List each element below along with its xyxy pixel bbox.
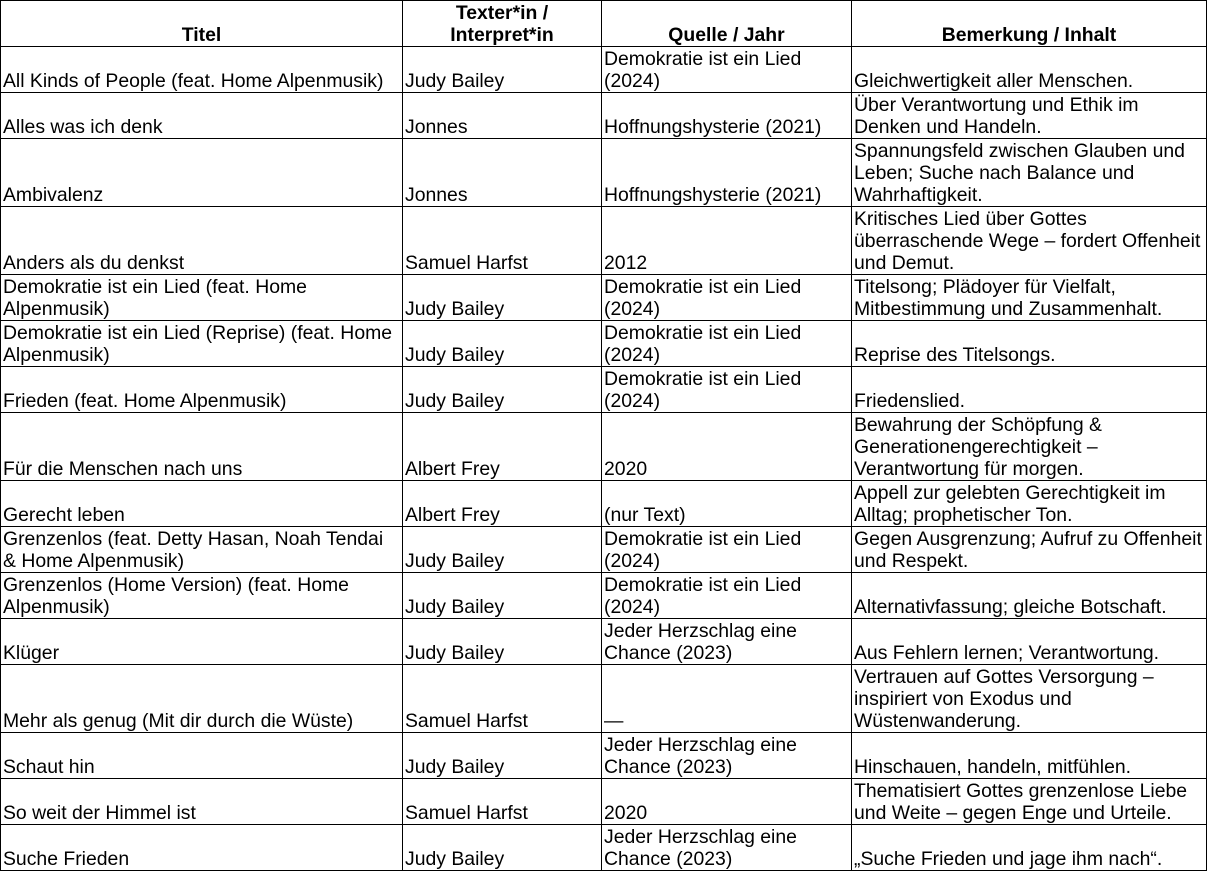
cell-title[interactable]: All Kinds of People (feat. Home Alpenmusik)	[1, 47, 403, 93]
cell-source[interactable]: Demokratie ist ein Lied (2024)	[602, 527, 852, 573]
table-row	[1, 665, 1207, 733]
cell-artist[interactable]: Jonnes	[403, 139, 602, 207]
cell-source[interactable]: Demokratie ist ein Lied (2024)	[602, 275, 852, 321]
cell-title[interactable]: Suche Frieden	[1, 825, 403, 871]
cell-source[interactable]: Demokratie ist ein Lied (2024)	[602, 47, 852, 93]
table-row	[1, 573, 1207, 619]
header-title[interactable]: Titel	[1, 1, 403, 47]
header-source[interactable]: Quelle / Jahr	[602, 1, 852, 47]
table-row	[1, 93, 1207, 139]
cell-title[interactable]: Mehr als genug (Mit dir durch die Wüste)	[1, 665, 403, 733]
cell-source[interactable]: Jeder Herzschlag eine Chance (2023)	[602, 619, 852, 665]
cell-note[interactable]: Titelsong; Plädoyer für Vielfalt, Mitbestimmung und Zusammenhalt.	[852, 275, 1207, 321]
header-note[interactable]: Bemerkung / Inhalt	[852, 1, 1207, 47]
cell-source[interactable]: 2020	[602, 413, 852, 481]
cell-source[interactable]: Demokratie ist ein Lied (2024)	[602, 321, 852, 367]
cell-title[interactable]: Klüger	[1, 619, 403, 665]
cell-artist[interactable]: Judy Bailey	[403, 527, 602, 573]
cell-title[interactable]: Für die Menschen nach uns	[1, 413, 403, 481]
cell-source[interactable]: (nur Text)	[602, 481, 852, 527]
table-row	[1, 321, 1207, 367]
cell-title[interactable]: Anders als du denkst	[1, 207, 403, 275]
cell-note[interactable]: Spannungsfeld zwischen Glauben und Leben; Suche nach Balance und Wahrhaftigkeit.	[852, 139, 1207, 207]
cell-artist[interactable]: Judy Bailey	[403, 275, 602, 321]
table-row	[1, 481, 1207, 527]
cell-title[interactable]: Ambivalenz	[1, 139, 403, 207]
cell-source[interactable]: —	[602, 665, 852, 733]
cell-artist[interactable]: Albert Frey	[403, 481, 602, 527]
cell-source[interactable]: Hoffnungshysterie (2021)	[602, 93, 852, 139]
cell-artist[interactable]: Samuel Harfst	[403, 665, 602, 733]
cell-artist[interactable]: Judy Bailey	[403, 825, 602, 871]
cell-source[interactable]: 2020	[602, 779, 852, 825]
cell-title[interactable]: So weit der Himmel ist	[1, 779, 403, 825]
table-row	[1, 733, 1207, 779]
table-row	[1, 619, 1207, 665]
table-row	[1, 413, 1207, 481]
table-row	[1, 207, 1207, 275]
cell-source[interactable]: Jeder Herzschlag eine Chance (2023)	[602, 733, 852, 779]
cell-source[interactable]: Demokratie ist ein Lied (2024)	[602, 367, 852, 413]
cell-artist[interactable]: Judy Bailey	[403, 619, 602, 665]
table-row	[1, 367, 1207, 413]
table-row	[1, 825, 1207, 871]
cell-artist[interactable]: Jonnes	[403, 93, 602, 139]
cell-title[interactable]: Grenzenlos (Home Version) (feat. Home Alpenmusik)	[1, 573, 403, 619]
cell-source[interactable]: Demokratie ist ein Lied (2024)	[602, 573, 852, 619]
cell-note[interactable]: Aus Fehlern lernen; Verantwortung.	[852, 619, 1207, 665]
cell-note[interactable]: Kritisches Lied über Gottes überraschende Wege – fordert Offenheit und Demut.	[852, 207, 1207, 275]
table-row	[1, 779, 1207, 825]
cell-note[interactable]: Appell zur gelebten Gerechtigkeit im Alltag; prophetischer Ton.	[852, 481, 1207, 527]
cell-title[interactable]: Frieden (feat. Home Alpenmusik)	[1, 367, 403, 413]
table-row	[1, 275, 1207, 321]
cell-artist[interactable]: Albert Frey	[403, 413, 602, 481]
cell-note[interactable]: Vertrauen auf Gottes Versorgung – inspiriert von Exodus und Wüstenwanderung.	[852, 665, 1207, 733]
cell-title[interactable]: Grenzenlos (feat. Detty Hasan, Noah Tendai & Home Alpenmusik)	[1, 527, 403, 573]
cell-title[interactable]: Schaut hin	[1, 733, 403, 779]
cell-title[interactable]: Gerecht leben	[1, 481, 403, 527]
table-row	[1, 527, 1207, 573]
header-row	[1, 1, 1207, 47]
cell-note[interactable]: Alternativfassung; gleiche Botschaft.	[852, 573, 1207, 619]
cell-note[interactable]: Über Verantwortung und Ethik im Denken und Handeln.	[852, 93, 1207, 139]
cell-title[interactable]: Demokratie ist ein Lied (feat. Home Alpenmusik)	[1, 275, 403, 321]
cell-artist[interactable]: Samuel Harfst	[403, 207, 602, 275]
cell-title[interactable]: Demokratie ist ein Lied (Reprise) (feat. Home Alpenmusik)	[1, 321, 403, 367]
cell-note[interactable]: Gleichwertigkeit aller Menschen.	[852, 47, 1207, 93]
cell-artist[interactable]: Judy Bailey	[403, 367, 602, 413]
cell-note[interactable]: „Suche Frieden und jage ihm nach“.	[852, 825, 1207, 871]
cell-title[interactable]: Alles was ich denk	[1, 93, 403, 139]
table-row	[1, 47, 1207, 93]
cell-source[interactable]: Hoffnungshysterie (2021)	[602, 139, 852, 207]
cell-artist[interactable]: Samuel Harfst	[403, 779, 602, 825]
cell-note[interactable]: Hinschauen, handeln, mitfühlen.	[852, 733, 1207, 779]
cell-note[interactable]: Bewahrung der Schöpfung & Generationengerechtigkeit – Verantwortung für morgen.	[852, 413, 1207, 481]
cell-source[interactable]: Jeder Herzschlag eine Chance (2023)	[602, 825, 852, 871]
cell-note[interactable]: Thematisiert Gottes grenzenlose Liebe und Weite – gegen Enge und Urteile.	[852, 779, 1207, 825]
cell-note[interactable]: Friedenslied.	[852, 367, 1207, 413]
table-row	[1, 139, 1207, 207]
cell-artist[interactable]: Judy Bailey	[403, 321, 602, 367]
cell-source[interactable]: 2012	[602, 207, 852, 275]
cell-artist[interactable]: Judy Bailey	[403, 47, 602, 93]
cell-note[interactable]: Gegen Ausgrenzung; Aufruf zu Offenheit und Respekt.	[852, 527, 1207, 573]
cell-artist[interactable]: Judy Bailey	[403, 733, 602, 779]
cell-artist[interactable]: Judy Bailey	[403, 573, 602, 619]
header-artist[interactable]: Texter*in / Interpret*in	[403, 1, 602, 47]
cell-note[interactable]: Reprise des Titelsongs.	[852, 321, 1207, 367]
